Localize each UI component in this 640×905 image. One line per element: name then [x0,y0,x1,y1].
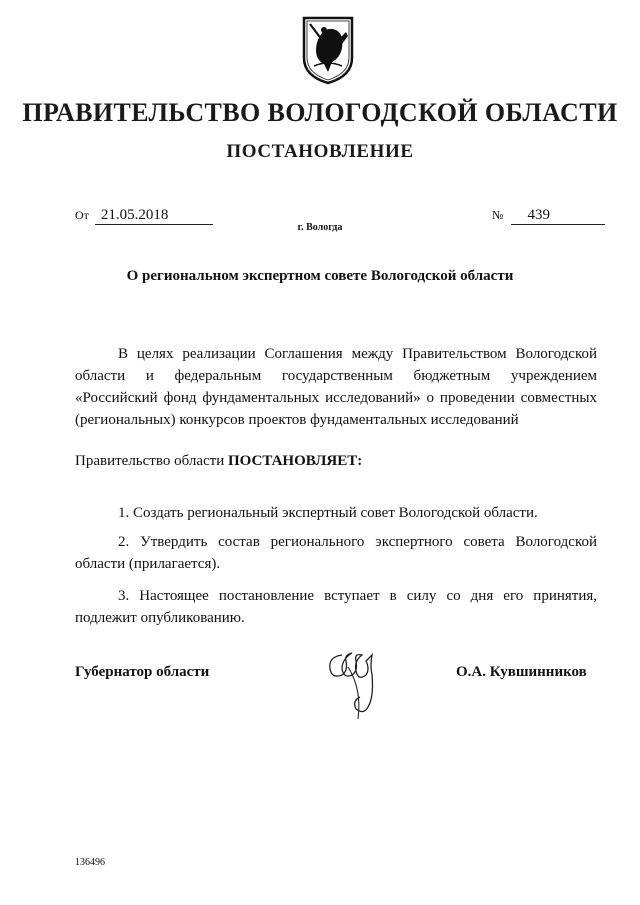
resolve-prefix: Правительство области [75,453,225,469]
item-3: 3. Настоящее постановление вступает в силу со дня его принятия, подлежит опубликованию. [75,588,597,626]
number-value: 439 [511,207,605,225]
number-prefix: № [492,208,504,222]
document-code: 136496 [75,857,105,868]
city: г. Вологда [297,222,343,233]
item-1: 1. Создать региональный экспертный совет Вологодской области. [118,505,538,521]
item-2: 2. Утвердить состав регионального экспертного совета Вологодской области (прилагается). [75,534,597,572]
date-prefix: От [75,208,89,222]
date-value: 21.05.2018 [95,207,213,225]
government-heading: ПРАВИТЕЛЬСТВО ВОЛОГОДСКОЙ ОБЛАСТИ [22,98,618,127]
vologda-coat-of-arms-icon [298,14,358,86]
document-type: ПОСТАНОВЛЕНИЕ [226,141,414,162]
handwritten-signature-icon [318,637,388,722]
resolve-line [75,453,362,470]
document-title: О региональном экспертном совете Вологодской области [126,268,514,284]
preamble-text: В целях реализации Соглашения между Правительством Вологодской области и федеральным государственным бюджетным учреждением «Российский фонд фундаментальных исследований» о проведении совместных (региональных) конкурсов проектов фундаментальных исследований [75,346,597,428]
signatory-position: Губернатор области [75,664,210,680]
resolve-word: ПОСТАНОВЛЯЕТ: [227,453,363,469]
signatory-name: О.А. Кувшинников [456,664,587,680]
